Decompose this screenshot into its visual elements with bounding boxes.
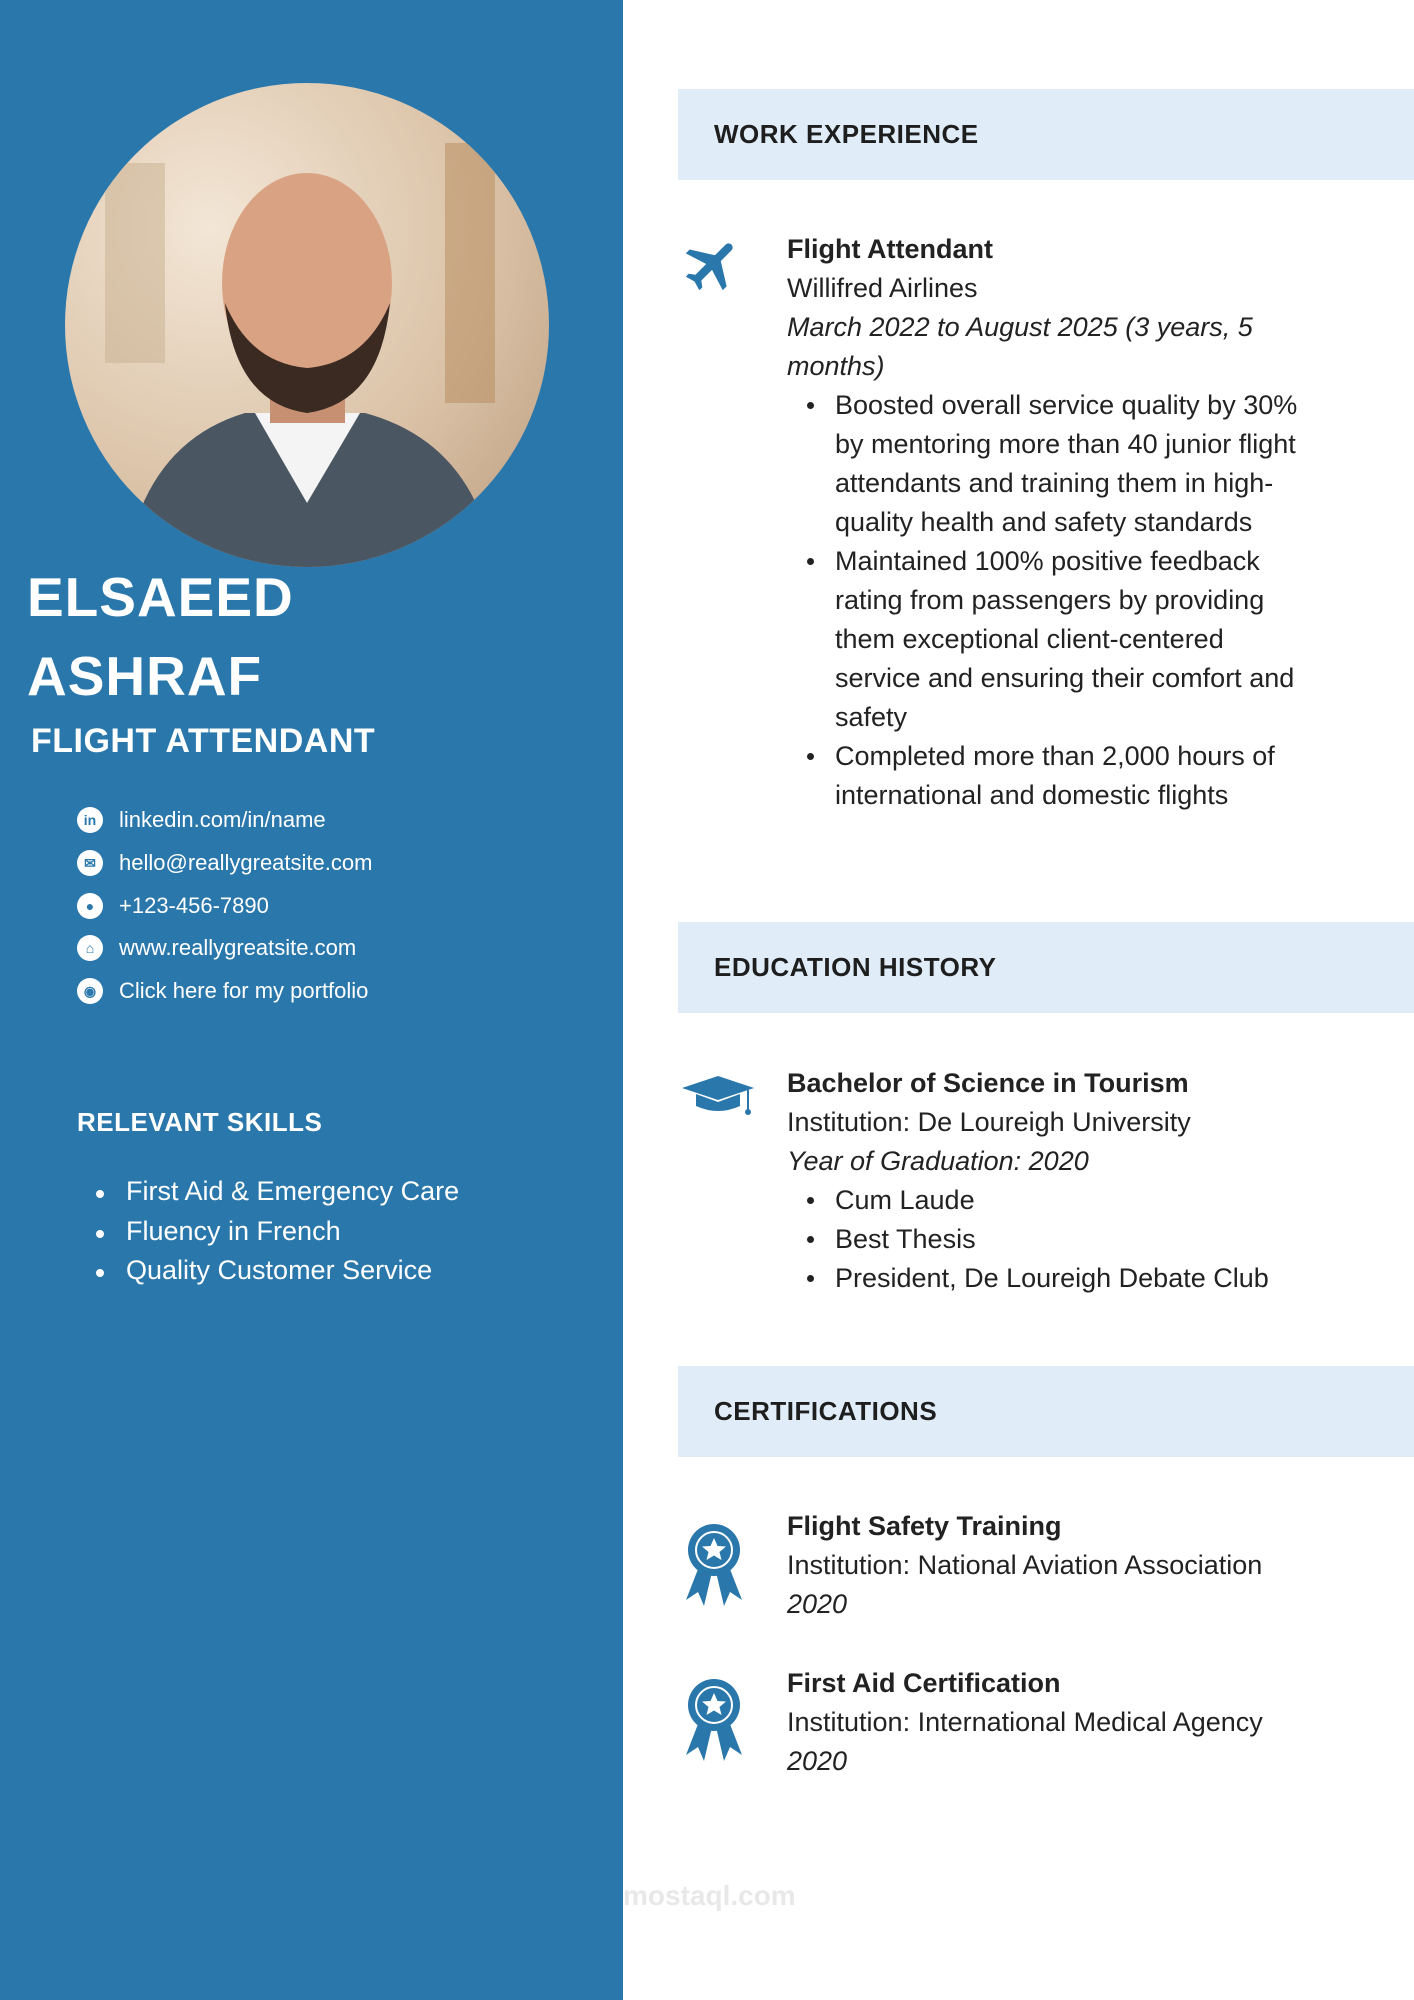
- skill-item: First Aid & Emergency Care: [96, 1176, 459, 1216]
- education-heading: EDUCATION HISTORY: [678, 922, 1414, 1013]
- certification-name: First Aid Certification: [787, 1668, 1061, 1698]
- certification-year: 2020: [787, 1746, 848, 1776]
- eye-icon: ◉: [77, 978, 103, 1004]
- work-bullet: Boosted overall service quality by 30% by mentoring more than 40 junior flight attendants and training them in high-quality health and safety standards: [835, 386, 1307, 542]
- work-entry: [787, 230, 1307, 815]
- home-icon: ⌂: [77, 935, 103, 961]
- work-role: Flight Attendant: [787, 234, 993, 264]
- contact-portfolio[interactable]: ◉ Click here for my portfolio: [77, 976, 368, 1006]
- education-entry: [787, 1064, 1307, 1298]
- airplane-icon: [680, 232, 746, 298]
- certifications-heading: CERTIFICATIONS: [678, 1366, 1414, 1457]
- skills-heading: RELEVANT SKILLS: [77, 1107, 323, 1137]
- certification-year: 2020: [787, 1589, 848, 1619]
- work-heading: WORK EXPERIENCE: [678, 89, 1414, 180]
- contact-phone[interactable]: ● +123-456-7890: [77, 891, 269, 921]
- skills-list: [96, 1176, 459, 1295]
- certification-institution: Institution: National Aviation Association: [787, 1550, 1263, 1580]
- graduation-cap-icon: [680, 1070, 756, 1120]
- user-icon: ●: [77, 893, 103, 919]
- skill-item: Quality Customer Service: [96, 1255, 459, 1295]
- work-bullet: Completed more than 2,000 hours of international and domestic flights: [835, 737, 1307, 815]
- award-ribbon-icon: [680, 1520, 748, 1608]
- contact-linkedin[interactable]: in linkedin.com/in/name: [77, 805, 326, 835]
- education-bullet: Cum Laude: [835, 1181, 1307, 1220]
- contact-email[interactable]: ✉ hello@reallygreatsite.com: [77, 848, 372, 878]
- certification-name: Flight Safety Training: [787, 1511, 1062, 1541]
- sidebar: [0, 0, 623, 2000]
- institution: Institution: De Loureigh University: [787, 1107, 1191, 1137]
- linkedin-icon: in: [77, 807, 103, 833]
- award-ribbon-icon: [680, 1675, 748, 1763]
- certification-entry: [787, 1664, 1307, 1781]
- graduation-year: Year of Graduation: 2020: [787, 1146, 1089, 1176]
- work-dates: March 2022 to August 2025 (3 years, 5 months): [787, 312, 1253, 381]
- certification-institution: Institution: International Medical Agency: [787, 1707, 1263, 1737]
- last-name: ASHRAF: [27, 645, 263, 707]
- mail-icon: ✉: [77, 850, 103, 876]
- work-bullet: Maintained 100% positive feedback rating from passengers by providing them exceptional client-centered service and ensuring their comfort and safety: [835, 542, 1307, 737]
- contact-website[interactable]: ⌂ www.reallygreatsite.com: [77, 933, 356, 963]
- job-title: FLIGHT ATTENDANT: [31, 722, 376, 760]
- skill-item: Fluency in French: [96, 1216, 459, 1256]
- degree: Bachelor of Science in Tourism: [787, 1068, 1189, 1098]
- work-company: Willifred Airlines: [787, 273, 978, 303]
- first-name: ELSAEED: [27, 566, 294, 628]
- profile-photo: [65, 83, 549, 567]
- education-bullet: President, De Loureigh Debate Club: [835, 1259, 1307, 1298]
- certification-entry: [787, 1507, 1307, 1624]
- watermark: mostaql.com: [623, 1880, 796, 1911]
- education-bullet: Best Thesis: [835, 1220, 1307, 1259]
